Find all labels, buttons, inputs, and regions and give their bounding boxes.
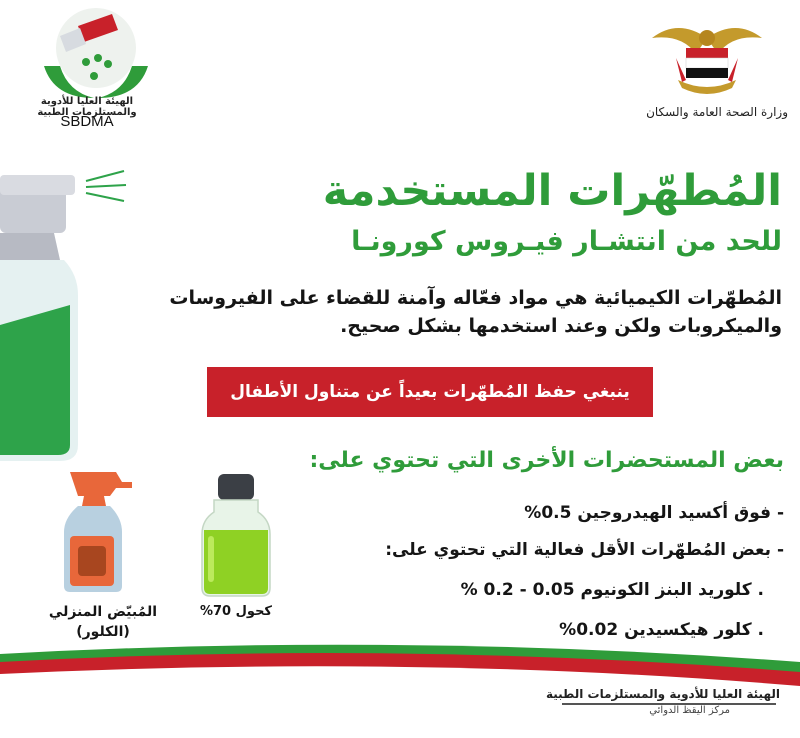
sbdma-caption: الهيئة العليا للأدوية والمستلزمات الطبية [37, 96, 137, 118]
page-title: المُطهّرات المستخدمة [322, 166, 782, 216]
warning-banner [207, 367, 653, 417]
footer-center-name: مركز اليقظ الدوائي [649, 705, 730, 716]
alcohol-bottle-icon [196, 470, 276, 600]
page-subtitle: للحد من انتشـار فيـروس كورونـا [351, 226, 782, 257]
other-products-heading: بعض المستحضرات الأخرى التي تحتوي على: [309, 448, 784, 473]
sub-list-item: . كلوريد البنز الكونيوم 0.05 - 0.2 % [460, 580, 764, 600]
warning-text: ينبغي حفظ المُطهّرات بعيداً عن متناول الأطفال [230, 382, 630, 402]
sub-list-item: . كلور هيكسيدين 0.02% [559, 620, 764, 640]
list-item: - بعض المُطهّرات الأقل فعالية التي تحتوي على: [385, 540, 784, 560]
sbdma-abbreviation: SBDMA [60, 113, 114, 130]
yemen-emblem [648, 18, 766, 104]
bleach-spray-icon [60, 466, 142, 596]
footer-organization-name: الهيئة العليا للأدوية والمستلزمات الطبية [545, 687, 780, 701]
bleach-label-line1: المُبيّض المنزلي [48, 604, 158, 620]
ministry-name: وزارة الصحة العامة والسكان [646, 105, 788, 119]
list-item: - فوق أكسيد الهيدروجين 0.5% [524, 503, 784, 523]
bleach-label [44, 602, 162, 642]
intro-paragraph: المُطهّرات الكيميائية هي مواد فعّاله وآمنة للقضاء على الفيروسات والميكروبات ولكن وعند استخدمها بشكل صحيح. [169, 287, 782, 337]
bleach-label-line2: (الكلور) [76, 624, 130, 640]
alcohol-label: كحول 70% [199, 604, 272, 619]
spray-bottle-illustration [0, 165, 140, 465]
